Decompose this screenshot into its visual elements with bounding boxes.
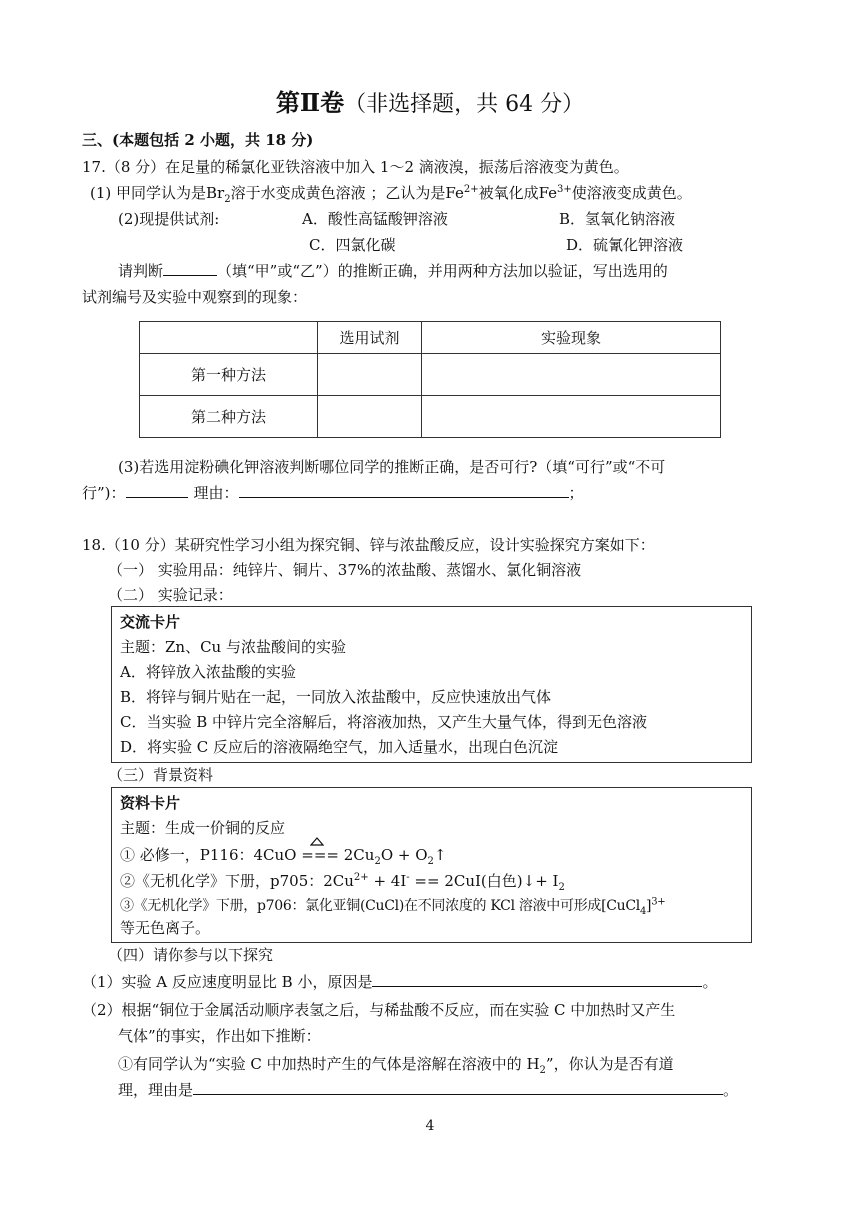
section-title-main: 第Ⅱ卷	[275, 88, 345, 117]
reagent-a: A．酸性高锰酸钾溶液	[302, 210, 448, 228]
exchange-card-d: D．将实验 C 反应后的溶液隔绝空气，加入适量水，出现白色沉淀	[120, 738, 559, 756]
table-row2-phenomenon-cell[interactable]	[422, 396, 721, 438]
exchange-card-c: C．当实验 B 中锌片完全溶解后，将溶液加热，又产生大量气体，得到无色溶液	[120, 713, 648, 731]
data-card-title: 资料卡片	[120, 794, 181, 812]
r1-d: O + O	[380, 846, 428, 864]
answer-blank-q2[interactable]	[193, 1080, 723, 1095]
data-card-topic: 主题：生成一价铜的反应	[120, 819, 286, 837]
r3-b: 4	[639, 905, 647, 917]
q17-judge-a: 请判断	[118, 262, 164, 280]
q17-part3: (3)若选用淀粉碘化钾溶液判断哪位同学的推断正确，是否可行?（填“可行”或“不可	[118, 458, 666, 476]
q18-s4: （四）请你参与以下探究	[108, 946, 274, 964]
q17-p3-c: 理由：	[193, 484, 239, 502]
part3-heading: 三、(本题包括 2 小题，共 18 分)	[82, 131, 314, 149]
section-title	[0, 88, 860, 120]
heat-triangle-icon	[310, 837, 324, 846]
section-title-sub: （非选择题，共 64 分）	[344, 92, 585, 117]
method-table	[139, 321, 721, 438]
q18-q2-d: 理，理由是	[118, 1081, 194, 1099]
q18-q2-line3	[118, 1054, 674, 1074]
exchange-card-title: 交流卡片	[120, 613, 181, 631]
exchange-card	[111, 606, 752, 763]
reagent-d: D．硫氰化钾溶液	[566, 236, 684, 254]
heat-arrow	[301, 845, 339, 865]
r2-b: 2+	[353, 872, 369, 883]
reagent-c: C．四氯化碳	[309, 236, 396, 254]
exchange-card-a: A．将锌放入浓盐酸的实验	[120, 663, 296, 681]
r2-d: -	[406, 872, 410, 883]
r1-e: 2	[427, 856, 434, 867]
q18-s3: （三）背景资料	[108, 766, 214, 784]
q17-part1	[90, 183, 692, 203]
table-row2-reagent-cell[interactable]	[318, 396, 422, 438]
exchange-card-topic: 主题：Zn、Cu 与浓盐酸间的实验	[120, 638, 346, 656]
q18-q1-text: （1）实验 A 反应速度明显比 B 小，原因是	[82, 973, 373, 991]
q17-p1-g: 使溶液变成黄色。	[571, 184, 692, 202]
data-card-reaction3	[120, 896, 665, 916]
q18-stem: 18.（10 分）某研究性学习小组为探究铜、锌与浓盐酸反应，设计实验探究方案如下：	[82, 536, 655, 554]
table-header-phenomenon: 实验现象	[422, 322, 721, 354]
r1-b: 2Cu	[343, 846, 375, 864]
q17-p1-c: 溶于水变成黄色溶液 ；乙认为是Fe	[230, 184, 464, 202]
q18-q2-c: ①有同学认为“实验 C 中加热时产生的气体是溶解在溶液中的 H	[118, 1055, 540, 1073]
q17-p3-d: ；	[568, 484, 584, 502]
q17-judge	[118, 261, 668, 281]
answer-blank-feasible[interactable]	[126, 483, 188, 498]
q17-judge-cont: 试剂编号及实验中观察到的现象：	[82, 288, 308, 306]
r3-d: 3+	[651, 896, 666, 908]
q17-p1-e: 被氧化成Fe	[478, 184, 558, 202]
table-row2-label: 第二种方法	[140, 396, 318, 438]
table-row1-phenomenon-cell[interactable]	[422, 354, 721, 396]
answer-blank-q1[interactable]	[372, 972, 702, 987]
q18-q1	[82, 972, 718, 992]
q18-q2-line4	[118, 1080, 738, 1100]
q18-s1: （一） 实验用品：纯锌片、铜片、37%的浓盐酸、蒸馏水、氯化铜溶液	[108, 561, 582, 579]
q17-p1-d: 2+	[463, 184, 479, 195]
data-card-reaction3-cont: 等无色离子。	[120, 919, 211, 937]
answer-blank-judge[interactable]	[163, 261, 217, 276]
table-header-reagent: 选用试剂	[318, 322, 422, 354]
q18-q2-c-end: ”，你认为是否有道	[545, 1055, 674, 1073]
q18-q2-d-end: 。	[723, 1081, 739, 1099]
q17-p3-b: 行”)：	[82, 484, 126, 502]
q17-judge-b: （填“甲”或“乙”）的推断正确，并用两种方法加以验证，写出选用的	[217, 262, 668, 280]
exchange-card-b: B．将锌与铜片贴在一起，一同放入浓盐酸中，反应快速放出气体	[120, 688, 552, 706]
q17-part3-cont	[82, 483, 584, 503]
r3-c: ]	[646, 898, 652, 914]
q18-q2-line1: （2）根据“铜位于金属活动顺序表氢之后，与稀盐酸不反应，而在实验 C 中加热时又产生	[82, 1001, 676, 1019]
r1-a: ① 必修一，P116：4CuO	[120, 846, 297, 864]
r1-arrow: ===	[301, 846, 339, 864]
table-row1-label: 第一种方法	[140, 354, 318, 396]
r2-e: == 2CuI(白色)↓+ I	[409, 872, 559, 890]
q17-stem: 17.（8 分）在足量的稀氯化亚铁溶液中加入 1～2 滴液溴，振荡后溶液变为黄色。	[82, 158, 629, 176]
table-corner-cell	[140, 322, 318, 354]
r1-f: ↑	[433, 846, 447, 864]
page-number: 4	[425, 1118, 435, 1134]
data-card	[111, 787, 752, 943]
table-row1-reagent-cell[interactable]	[318, 354, 422, 396]
q17-p1-b: 2	[224, 194, 231, 205]
r2-f: 2	[558, 882, 565, 893]
data-card-reaction2	[120, 871, 565, 891]
data-card-reaction1	[120, 845, 446, 865]
q18-s2: （二） 实验记录：	[108, 586, 233, 604]
q17-part2-label: (2)现提供试剂:	[118, 210, 220, 228]
q17-p1-f: 3+	[557, 184, 572, 195]
q18-q2-line2: 气体”的事实，作出如下推断：	[118, 1027, 321, 1045]
q18-q2-c-sub: 2	[539, 1065, 546, 1076]
r1-c: 2	[374, 856, 381, 867]
r2-a: ②《无机化学》下册，p705：2Cu	[120, 872, 354, 890]
r3-a: ③《无机化学》下册，p706：氯化亚铜(CuCl)在不同浓度的 KCl 溶液中可形成[CuCl	[120, 898, 640, 914]
answer-blank-reason[interactable]	[239, 483, 569, 498]
q18-q1-end: 。	[702, 973, 718, 991]
reagent-b: B．氢氧化钠溶液	[559, 210, 676, 228]
q17-p1-a: (1) 甲同学认为是Br	[90, 184, 225, 202]
r2-c: + 4I	[368, 872, 407, 890]
